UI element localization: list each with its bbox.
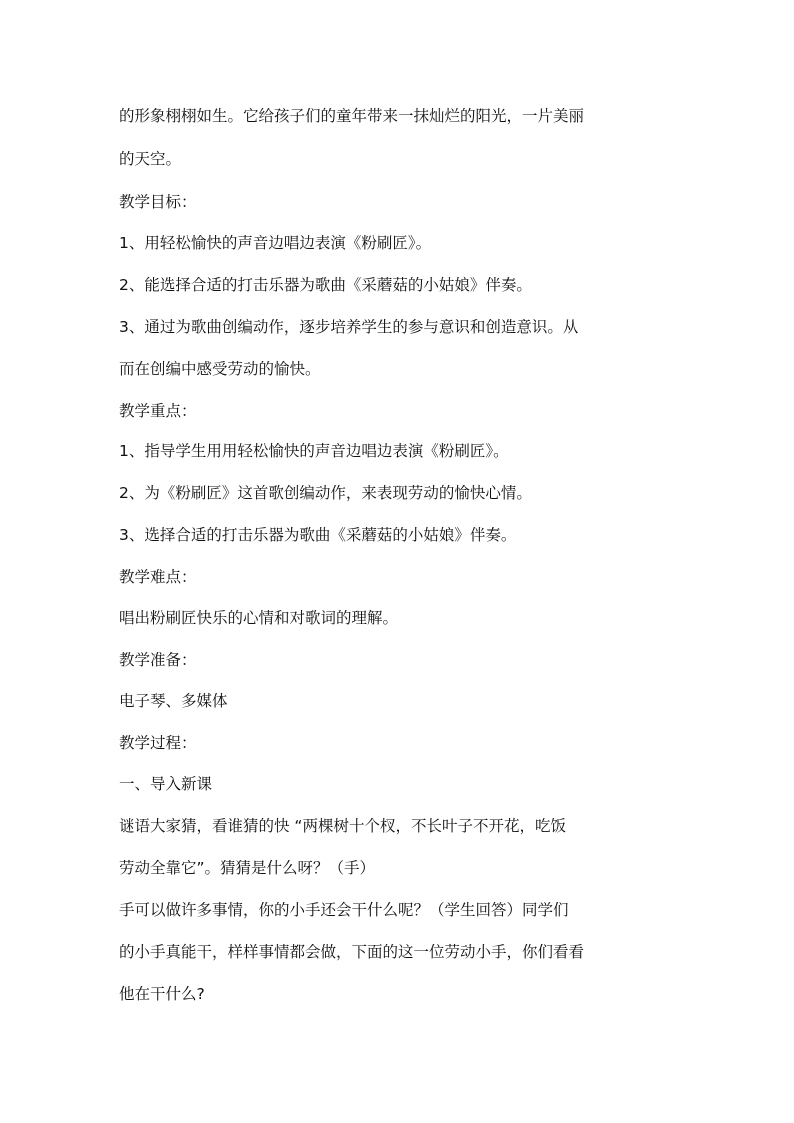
objective-item-continued: 而在创编中感受劳动的愉快。: [119, 360, 321, 378]
paragraph-line: 手可以做许多事情，你的小手还会干什么呢？（学生回答）同学们: [119, 901, 569, 919]
key-point-item: 2、为《粉刷匠》这首歌创编动作，来表现劳动的愉快心情。: [119, 484, 532, 502]
section-heading-difficulties: 教学难点：: [119, 568, 197, 586]
objective-item: 2、能选择合适的打击乐器为歌曲《采蘑菇的小姑娘》伴奏。: [119, 276, 532, 294]
paragraph-line: 谜语大家猜，看谁猜的快 “两棵树十个杈，不长叶子不开花，吃饭: [119, 817, 566, 835]
section-heading-key-points: 教学重点：: [119, 402, 197, 420]
key-point-item: 3、选择合适的打击乐器为歌曲《采蘑菇的小姑娘》伴奏。: [119, 526, 517, 544]
paragraph-line: 劳动全靠它”。猜猜是什么呀？（手）: [119, 859, 376, 877]
preparation-text: 电子琴、多媒体: [119, 692, 228, 710]
key-point-item: 1、指导学生用用轻松愉快的声音边唱边表演《粉刷匠》。: [119, 442, 509, 460]
objective-item: 3、通过为歌曲创编动作，逐步培养学生的参与意识和创造意识。从: [119, 318, 579, 336]
paragraph-line: 的形象栩栩如生。它给孩子们的童年带来一抹灿烂的阳光，一片美丽: [119, 107, 585, 125]
paragraph-line: 的小手真能干，样样事情都会做，下面的这一位劳动小手，你们看看: [119, 943, 585, 961]
difficulty-text: 唱出粉刷匠快乐的心情和对歌词的理解。: [119, 609, 399, 627]
section-heading-process: 教学过程：: [119, 734, 197, 752]
section-heading-preparation: 教学准备：: [119, 651, 197, 669]
objective-item: 1、用轻松愉快的声音边唱边表演《粉刷匠》。: [119, 234, 432, 252]
section-heading-objectives: 教学目标：: [119, 193, 197, 211]
paragraph-line: 他在干什么?: [119, 985, 205, 1003]
paragraph-line: 的天空。: [119, 150, 182, 168]
process-step-heading: 一、导入新课: [119, 775, 213, 793]
